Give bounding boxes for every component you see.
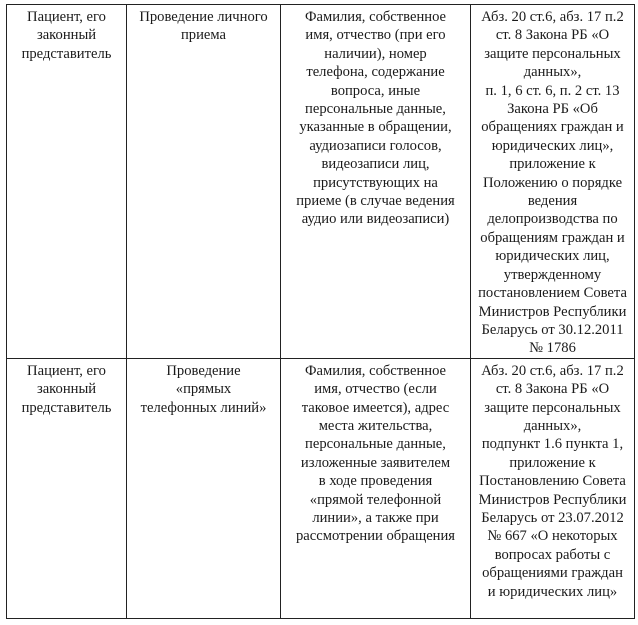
- legal-basis-cell: Абз. 20 ст.6, абз. 17 п.2 ст. 8 Закона РБ «О защите персональных данных», подпункт 1.6 пункта 1, приложение к Постановлению Совета Министров Республики Беларусь от 23.07.2012 № 667 «О некоторых вопросах работы с обращениями граждан и юридических лиц»: [471, 358, 635, 618]
- subject-cell: Пациент, его законный представитель: [7, 358, 127, 618]
- personal-data-cell: Фамилия, собственное имя, отчество (если таковое имеется), адрес места жительства, персональные данные, изложенные заявителем в ходе проведения «прямой телефонной линии», а также при рассмотрении обращения: [281, 358, 471, 618]
- purpose-cell: Проведение «прямых телефонных линий»: [127, 358, 281, 618]
- personal-data-table: [6, 4, 635, 619]
- table-row: [7, 358, 635, 618]
- personal-data-cell: Фамилия, собственное имя, отчество (при его наличии), номер телефона, содержание вопроса, иные персональные данные, указанные в обращении, аудиозаписи голосов, видеозаписи лиц, присутствующих на приеме (в случае ведения аудио или видеозаписи): [281, 5, 471, 359]
- purpose-cell: Проведение личного приема: [127, 5, 281, 359]
- subject-cell: Пациент, его законный представитель: [7, 5, 127, 359]
- legal-basis-cell: Абз. 20 ст.6, абз. 17 п.2 ст. 8 Закона РБ «О защите персональных данных», п. 1, 6 ст. 6, п. 2 ст. 13 Закона РБ «Об обращениях граждан и юридических лиц», приложение к Положению о порядке ведения делопроизводства по обращениям граждан и юридических лиц, утвержденному постановлением Совета Министров Республики Беларусь от 30.12.2011 № 1786: [471, 5, 635, 359]
- table-row: [7, 5, 635, 359]
